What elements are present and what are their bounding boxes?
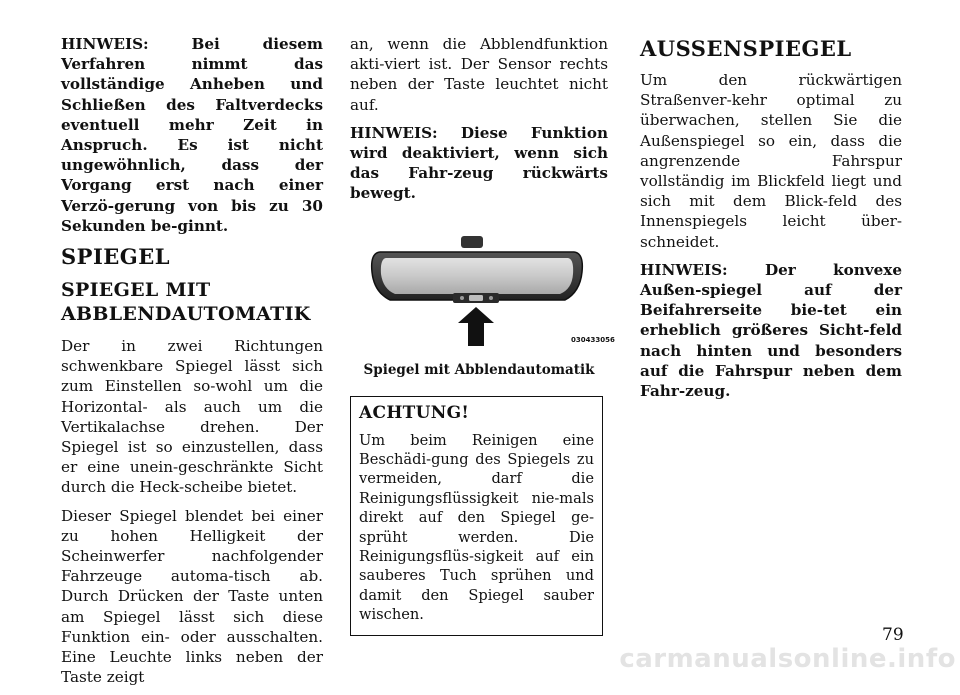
- caution-text: Um beim Reinigen eine Beschädi-gung des Spiegels zu vermeiden, darf die Reinigungsflüssigkeit nie-mals direkt auf den Spiegel ge-sprüht werden. Die Reinigungsflüs-sigkeit auf ein sauberes Tuch sprühen und damit den Spiegel sauber wischen.: [359, 431, 594, 624]
- figure-caption: Spiegel mit Abblendautomatik: [363, 361, 595, 378]
- paragraph-outside-mirrors: Um den rückwärtigen Straßenver-kehr optimal zu überwachen, stellen Sie die Außenspiegel so ein, dass die angrenzende Fahrspur vollständig im Blickfeld liegt und sich mit dem Blick-feld des Innenspiegels leicht über-schneidet.: [640, 71, 902, 251]
- figure-code: 030433056: [571, 335, 615, 344]
- mirror-illustration: [350, 230, 615, 358]
- note-reverse: HINWEIS: Diese Funktion wird deaktiviert, wenn sich das Fahr-zeug rückwärts bewegt.: [350, 123, 608, 203]
- column-middle: [350, 34, 615, 636]
- note-convertible-top: HINWEIS: Bei diesem Verfahren nimmt das vollständige Anheben und Schließen des Faltverdecks eventuell mehr Zeit in Anspruch. Es ist nicht ungewöhnlich, dass der Vorgang erst nach einer Verzö-gerung von bis zu 30 Sekunden be-ginnt.: [61, 35, 323, 235]
- column-right: [640, 34, 902, 409]
- caution-title: ACHTUNG!: [359, 402, 470, 423]
- light-sensor: [489, 296, 493, 300]
- caution-box: [350, 396, 603, 636]
- page-number: 79: [882, 625, 904, 645]
- column-left: [61, 34, 323, 695]
- on-off-button: [469, 295, 483, 301]
- paragraph-auto-dim: Dieser Spiegel blendet bei einer zu hohen Helligkeit der Scheinwerfer nachfolgender Fahrzeuge automa-tisch ab. Durch Drücken der Taste unten am Spiegel lässt sich diese Funktion ein- oder ausschalten. Eine Leuchte links neben der Taste zeigt: [61, 506, 323, 687]
- subheading-line1: SPIEGEL MIT: [61, 279, 211, 302]
- paragraph-mirror-adjust: Der in zwei Richtungen schwenkbare Spiegel lässt sich zum Einstellen so-wohl um die Horizontal- als auch um die Vertikalachse drehen. Der Spiegel ist so einzustellen, dass er eine unein-geschränkte Sicht durch die Heck-scheibe bietet.: [61, 337, 323, 497]
- section-heading-mirrors: SPIEGEL: [61, 244, 170, 270]
- section-heading-outside-mirrors: AUSSENSPIEGEL: [640, 36, 852, 61]
- note-convex-mirror: HINWEIS: Der konvexe Außen-spiegel auf der Beifahrerseite bie-tet ein erheblich größeres Sicht-feld nach hinten und besonders auf die Fahrspur neben dem Fahr-zeug.: [640, 260, 902, 401]
- mirror-glass: [381, 258, 573, 294]
- indicator-light: [460, 296, 464, 300]
- paragraph-continued: an, wenn die Abblendfunktion akti-viert ist. Der Sensor rechts neben der Taste leuchtet nicht auf.: [350, 35, 608, 114]
- subsection-heading-auto-dimming: [61, 278, 323, 326]
- subheading-line2: ABBLENDAUTOMATIK: [61, 303, 311, 326]
- figure-auto-dim-mirror: [350, 230, 615, 378]
- watermark: carmanualsonline.info: [619, 644, 956, 674]
- mirror-mount: [461, 236, 483, 248]
- arrow-icon: [458, 307, 494, 346]
